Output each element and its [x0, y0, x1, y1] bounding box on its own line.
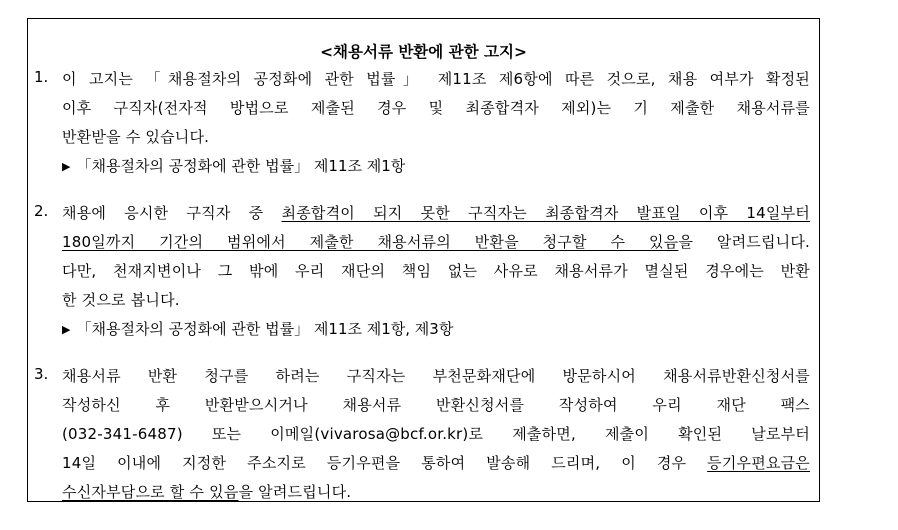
item-3-line-4: 14일 이내에 지정한 주소지로 등기우편을 통하여 발송해 드리며, 이 경우 등기우편요금은: [62, 454, 810, 472]
item-2-line-4: 한 것으로 봅니다.: [62, 291, 180, 309]
item-3-line-1: 채용서류 반환 청구를 하려는 구직자는 부천문화재단에 방문하시어 채용서류반환신청서를: [62, 367, 811, 385]
item-1-reference: ▶ 「채용절차의 공정화에 관한 법률」 제11조 제1항: [62, 157, 406, 175]
item-2-line-2: 180일까지 기간의 범위에서 제출한 채용서류의 반환을 청구할 수 있음을 알려드립니다.: [62, 233, 810, 251]
item-2-line-3: 다만, 천재지변이나 그 밖에 우리 재단의 책임 없는 사유로 채용서류가 멸실된 경우에는 반환: [62, 262, 810, 280]
item-1-line-2: 이후 구직자(전자적 방법으로 제출된 경우 및 최종합격자 제외)는 기 제출한 채용서류를: [62, 99, 810, 117]
item-2-number: 2.: [34, 202, 49, 220]
item-1-line-1: 이 고지는 「채용절차의 공정화에 관한 법률」 제11조 제6항에 따른 것으로, 채용 여부가 확정된: [62, 70, 810, 88]
bullet-triangle-icon: ▶: [62, 160, 71, 173]
item-2-line-1: 채용에 응시한 구직자 중 최종합격이 되지 못한 구직자는 최종합격자 발표일 이후 14일부터: [62, 204, 810, 222]
item-3-line-3: (032-341-6487) 또는 이메일(vivarosa@bcf.or.kr)로 제출하면, 제출이 확인된 날로부터: [62, 425, 810, 443]
item-1-line-3: 반환받을 수 있습니다.: [62, 128, 210, 146]
item-3-line-5: 수신자부담으로 할 수 있음을 알려드립니다.: [62, 483, 352, 501]
item-2-reference: ▶ 「채용절차의 공정화에 관한 법률」 제11조 제1항, 제3항: [62, 320, 454, 338]
item-1-number: 1.: [34, 68, 49, 86]
notice-title: <채용서류 반환에 관한 고지>: [320, 43, 527, 61]
item-3-number: 3.: [34, 365, 49, 383]
notice-box: [27, 18, 820, 502]
bullet-triangle-icon: ▶: [62, 323, 71, 336]
item-3-line-2: 작성하신 후 반환받으시거나 채용서류 반환신청서를 작성하여 우리 재단 팩스: [62, 396, 810, 414]
